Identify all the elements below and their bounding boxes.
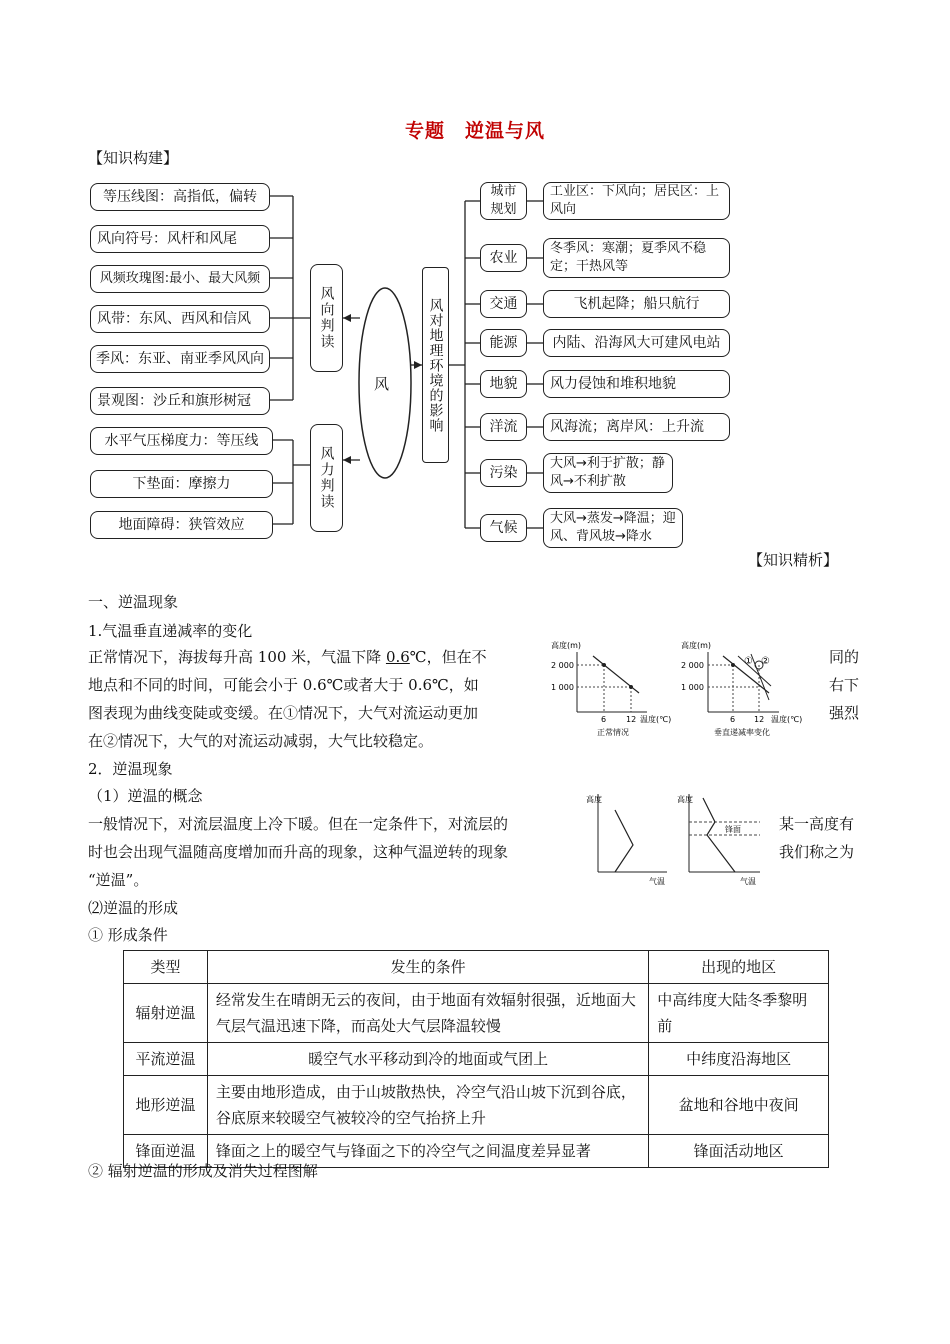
table-cell: 辐射逆温 bbox=[124, 984, 208, 1043]
table-cell: 锋面之上的暖空气与锋面之下的冷空气之间温度差异显著 bbox=[207, 1135, 648, 1168]
heading-conditions: ① 形成条件 bbox=[88, 926, 168, 944]
paragraph-line: 图表现为曲线变陡或变缓。在①情况下，大气对流运动更加 bbox=[88, 704, 479, 722]
impact-desc: 飞机起降；船只航行 bbox=[543, 290, 730, 318]
wind-force-group: 风力判读 bbox=[310, 424, 343, 532]
front-label: 锋面 bbox=[725, 825, 741, 834]
paragraph-line: “逆温”。 bbox=[88, 871, 149, 889]
impact-name: 洋流 bbox=[480, 413, 527, 441]
x-tick-label: 6 bbox=[730, 715, 736, 724]
chart-caption: 垂直递减率变化 bbox=[714, 728, 770, 737]
paragraph-line: 在②情况下，大气的对流运动减弱，大气比较稳定。 bbox=[88, 732, 434, 750]
y-tick-label: 2 000 bbox=[551, 661, 574, 670]
page-title: 专题 逆温与风 bbox=[404, 120, 545, 142]
impact-name: 地貌 bbox=[480, 370, 527, 398]
paragraph-line: 强烈 bbox=[829, 704, 860, 722]
table-cell: 平流逆温 bbox=[124, 1043, 208, 1076]
paragraph-line: 右下 bbox=[829, 676, 860, 694]
force-item: 下垫面：摩擦力 bbox=[90, 470, 273, 498]
paragraph-line: 地点和不同的时间，可能会小于 0.6℃或者大于 0.6℃，如 bbox=[88, 676, 479, 694]
paragraph-line: 某一高度有 bbox=[779, 815, 855, 833]
y-tick-label: 1 000 bbox=[551, 683, 574, 692]
table-row bbox=[124, 984, 829, 1043]
force-item: 地面障碍：狭管效应 bbox=[90, 511, 273, 539]
impact-desc: 大风→蒸发→降温；迎风、背风坡→降水 bbox=[543, 508, 683, 548]
wind-direction-group: 风向判读 bbox=[310, 264, 343, 372]
inversion-chart-left bbox=[586, 794, 667, 886]
heading-radiation-process: ② 辐射逆温的形成及消失过程图解 bbox=[88, 1162, 318, 1180]
y-tick-label: 1 000 bbox=[681, 683, 704, 692]
chart-caption: 正常情况 bbox=[597, 728, 629, 737]
section-knowledge-build: 【知识构建】 bbox=[88, 149, 179, 167]
read-item: 风带：东风、西风和信风 bbox=[90, 305, 270, 333]
table-header: 出现的地区 bbox=[649, 951, 829, 984]
curve-mark: ① bbox=[744, 656, 753, 667]
impact-desc: 内陆、沿海风大可建风电站 bbox=[543, 329, 730, 357]
y-axis-label: 高度(m) bbox=[551, 641, 582, 650]
impact-desc: 风力侵蚀和堆积地貌 bbox=[543, 370, 730, 398]
inversion-types-table bbox=[123, 950, 829, 1168]
table-cell: 地形逆温 bbox=[124, 1076, 208, 1135]
table-cell: 锋面活动地区 bbox=[649, 1135, 829, 1168]
table-cell: 中纬度沿海地区 bbox=[649, 1043, 829, 1076]
y-axis-label: 高度(m) bbox=[681, 641, 712, 650]
y-axis-label: 高度 bbox=[677, 795, 693, 804]
heading-inversion: 一、逆温现象 bbox=[88, 593, 179, 611]
impact-desc: 大风→利于扩散；静风→不利扩散 bbox=[543, 453, 673, 493]
impact-desc: 风海流；离岸风：上升流 bbox=[543, 413, 730, 441]
table-cell: 经常发生在晴朗无云的夜间，由于地面有效辐射很强，近地面大气层气温迅速下降，而高处大气层降温较慢 bbox=[207, 984, 648, 1043]
heading-formation: ⑵逆温的形成 bbox=[88, 899, 179, 917]
table-row bbox=[124, 1076, 829, 1135]
impact-name: 农业 bbox=[480, 244, 527, 272]
table-cell: 暖空气水平移动到冷的地面或气团上 bbox=[207, 1043, 648, 1076]
impact-name: 交通 bbox=[480, 290, 527, 318]
impact-name: 气候 bbox=[480, 514, 527, 542]
wind-center: 风 bbox=[374, 375, 390, 393]
x-axis-label: 温度(℃) bbox=[771, 715, 803, 724]
force-item: 水平气压梯度力：等压线 bbox=[90, 427, 273, 455]
data-point bbox=[629, 685, 633, 689]
x-axis-label: 气温 bbox=[649, 877, 665, 886]
paragraph-line: 一般情况下，对流层温度上冷下暖。但在一定条件下，对流层的 bbox=[88, 815, 509, 833]
x-axis-label: 气温 bbox=[740, 877, 756, 886]
x-tick-label: 12 bbox=[626, 715, 637, 724]
table-header-row bbox=[124, 951, 829, 984]
y-axis-label: 高度 bbox=[586, 795, 602, 804]
data-point bbox=[602, 663, 606, 667]
table-cell: 锋面逆温 bbox=[124, 1135, 208, 1168]
impact-name: 城市规划 bbox=[480, 182, 527, 220]
x-tick-label: 6 bbox=[601, 715, 607, 724]
table-cell: 主要由地形造成，由于山坡散热快，冷空气沿山坡下沉到谷底，谷底原来较暖空气被较冷的空气抬挤上升 bbox=[207, 1076, 648, 1135]
inversion-chart-right bbox=[677, 794, 760, 886]
changed-lapse-chart bbox=[681, 640, 802, 737]
read-item: 季风：东亚、南亚季风风向 bbox=[90, 345, 270, 373]
inversion-profile-figures bbox=[585, 790, 775, 886]
normal-lapse-chart bbox=[551, 640, 671, 737]
heading-concept: （1）逆温的概念 bbox=[88, 787, 203, 805]
data-point bbox=[731, 663, 735, 667]
curve-mark: ② bbox=[761, 656, 770, 667]
heading-lapse-rate: 1.气温垂直递减率的变化 bbox=[88, 622, 253, 640]
section-knowledge-analysis: 【知识精析】 bbox=[748, 551, 839, 569]
paragraph-line: 同的 bbox=[829, 648, 860, 666]
table-cell: 中高纬度大陆冬季黎明前 bbox=[649, 984, 829, 1043]
wind-impact-group: 风对地理环境的影响 bbox=[422, 267, 449, 463]
table-cell: 盆地和谷地中夜间 bbox=[649, 1076, 829, 1135]
impact-desc: 工业区：下风向；居民区：上风向 bbox=[543, 182, 730, 220]
x-tick-label: 12 bbox=[754, 715, 765, 724]
paragraph-line: 时也会出现气温随高度增加而升高的现象，这种气温逆转的现象 bbox=[88, 843, 509, 861]
read-item: 风频玫瑰图:最小、最大风频 bbox=[90, 265, 270, 293]
impact-desc: 冬季风：寒潮；夏季风不稳定；干热风等 bbox=[543, 238, 730, 278]
read-item: 景观图：沙丘和旗形树冠 bbox=[90, 387, 270, 415]
paragraph-line: 我们称之为 bbox=[779, 843, 855, 861]
paragraph-line: 正常情况下，海拔每升高 100 米，气温下降 0.6℃，但在不 bbox=[88, 648, 487, 666]
read-item: 等压线图：高指低，偏转 bbox=[90, 183, 270, 211]
read-item: 风向符号：风杆和风尾 bbox=[90, 225, 270, 253]
lapse-rate-figures bbox=[547, 636, 825, 740]
impact-name: 能源 bbox=[480, 329, 527, 357]
x-axis-label: 温度(℃) bbox=[640, 715, 672, 724]
table-header: 发生的条件 bbox=[207, 951, 648, 984]
table-header: 类型 bbox=[124, 951, 208, 984]
heading-inversion-phenomenon: 2．逆温现象 bbox=[88, 760, 173, 778]
y-tick-label: 2 000 bbox=[681, 661, 704, 670]
impact-name: 污染 bbox=[480, 459, 527, 487]
table-row bbox=[124, 1043, 829, 1076]
